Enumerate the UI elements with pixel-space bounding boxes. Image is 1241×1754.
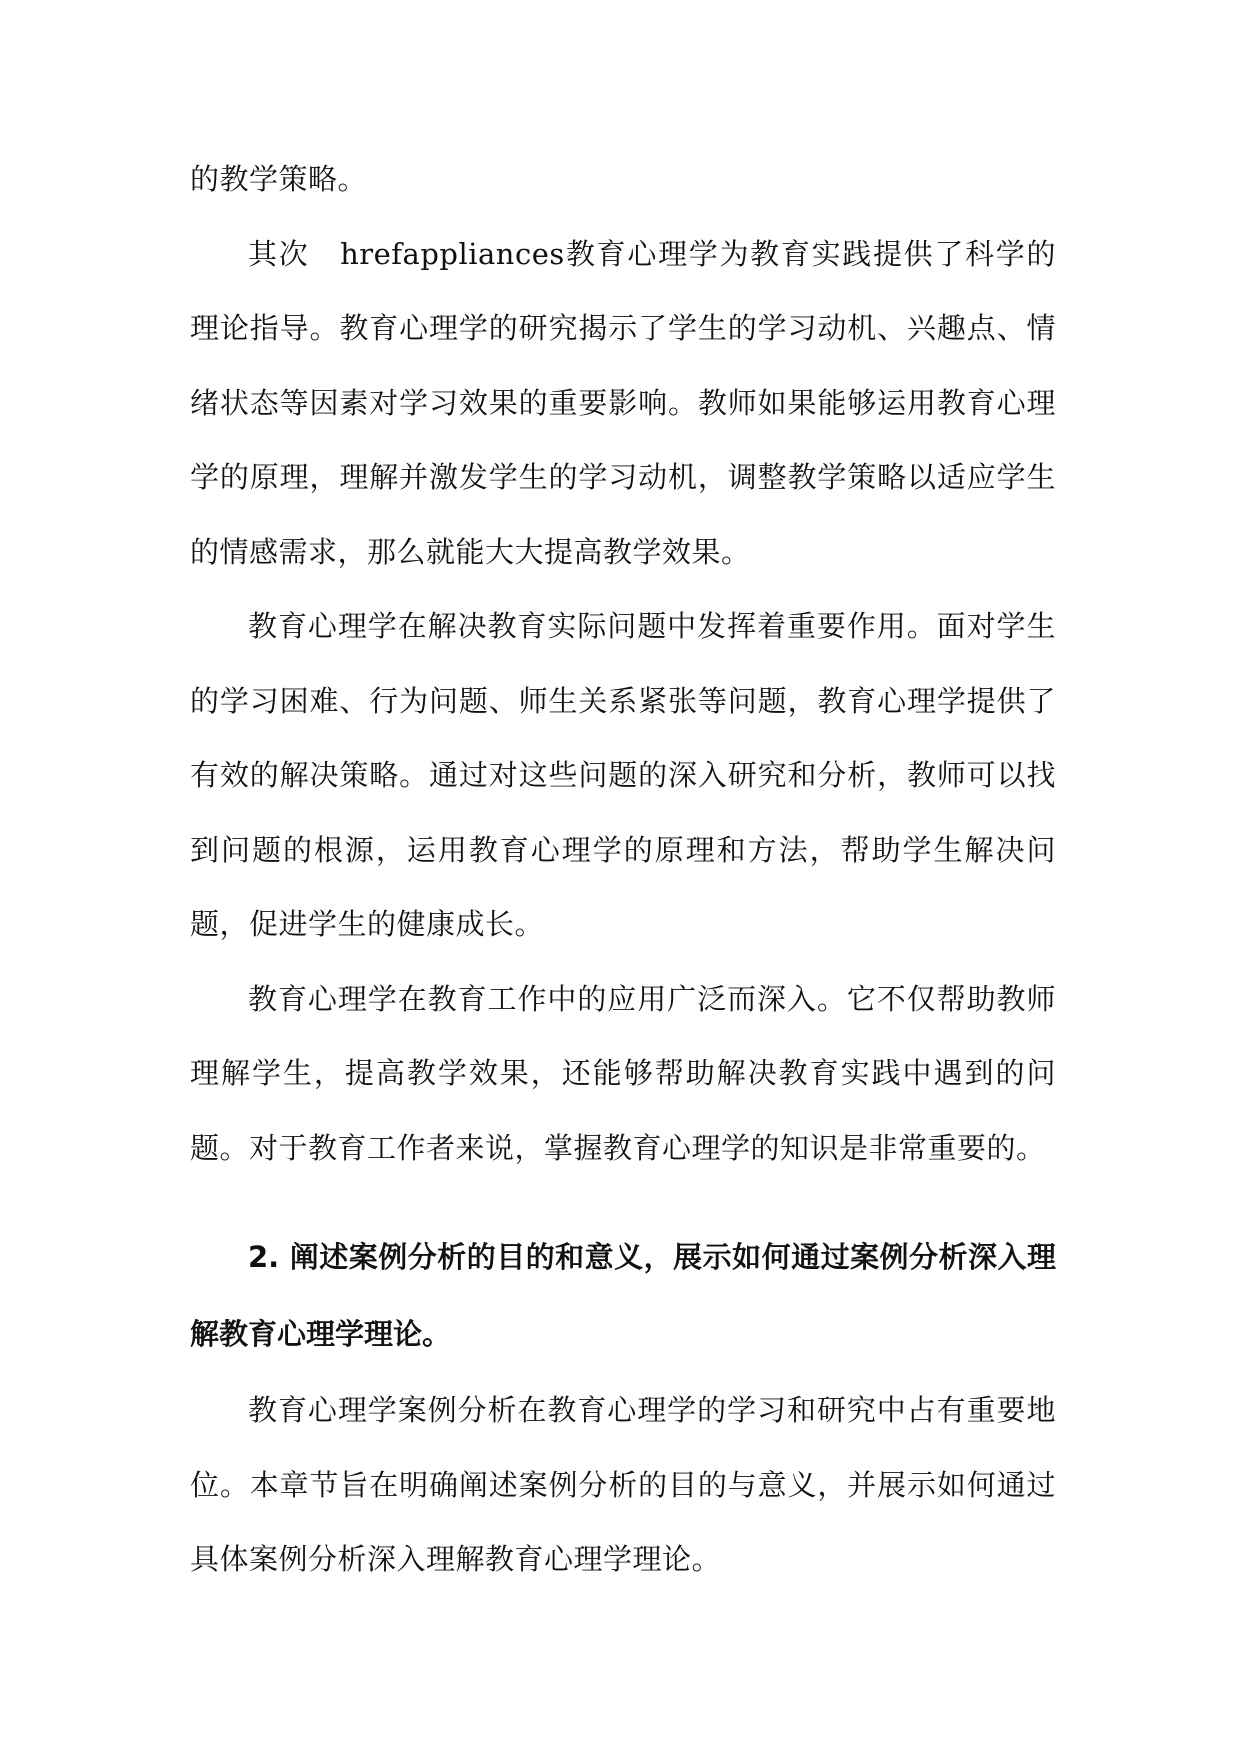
paragraph-continuation: 的教学策略。 xyxy=(190,162,368,196)
section-heading: 2. 阐述案例分析的目的和意义，展示如何通过案例分析深入理解教育心理学理论。 xyxy=(190,1240,1056,1351)
paragraph-practical-problems: 教育心理学在解决教育实际问题中发挥着重要作用。面对学生的学习困难、行为问题、师生关系紧张等问题，教育心理学提供了有效的解决策略。通过对这些问题的深入研究和分析，教师可以找到问题的根源，运用教育心理学的原理和方法，帮助学生解决问题，促进学生的健康成长。 xyxy=(190,609,1056,941)
paragraph-theory-guidance: 其次 hrefappliances教育心理学为教育实践提供了科学的理论指导。教育心理学的研究揭示了学生的学习动机、兴趣点、情绪状态等因素对学习效果的重要影响。教师如果能够运用教育心理学的原理，理解并激发学生的学习动机，调整教学策略以适应学生的情感需求，那么就能大大提高教学效果。 xyxy=(190,236,1056,569)
paragraph-application-summary: 教育心理学在教育工作中的应用广泛而深入。它不仅帮助教师理解学生，提高教学效果，还能够帮助解决教育实践中遇到的问题。对于教育工作者来说，掌握教育心理学的知识是非常重要的。 xyxy=(190,981,1056,1165)
document-body xyxy=(190,142,1056,1597)
section-spacer xyxy=(190,1185,1056,1219)
paragraph-case-analysis-intro: 教育心理学案例分析在教育心理学的学习和研究中占有重要地位。本章节旨在明确阐述案例分析的目的与意义，并展示如何通过具体案例分析深入理解教育心理学理论。 xyxy=(190,1393,1056,1576)
